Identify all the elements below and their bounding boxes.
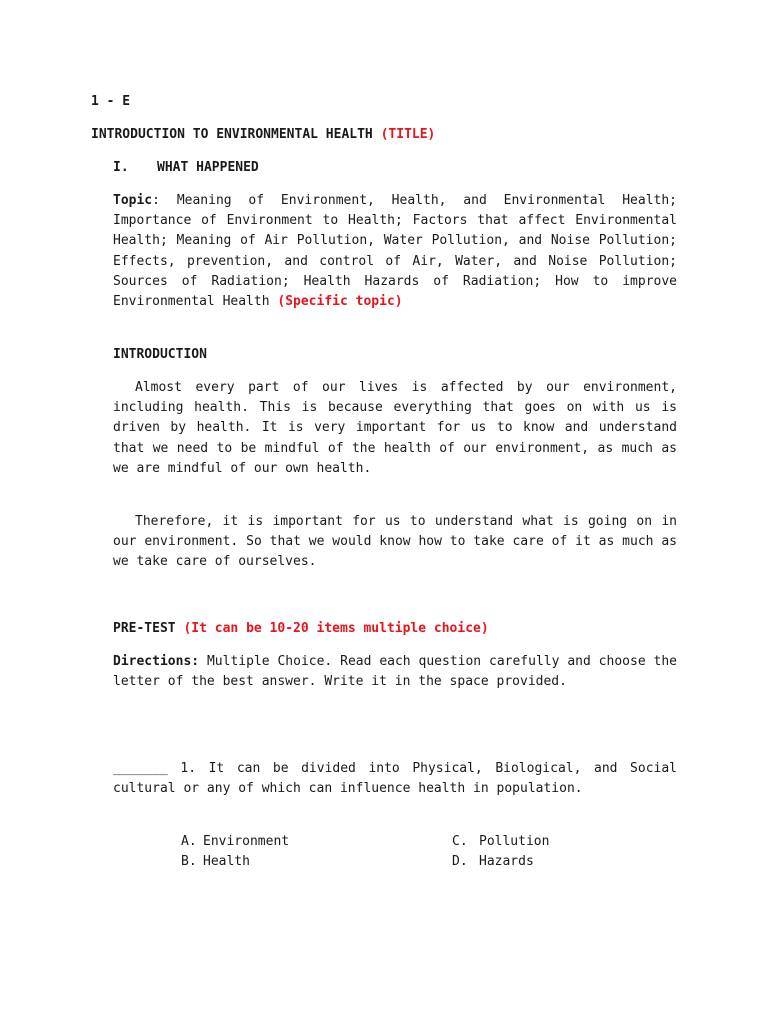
pretest-heading xyxy=(113,619,489,639)
directions-paragraph xyxy=(113,652,677,692)
title-note: (TITLE) xyxy=(380,127,436,142)
module-code: 1 - E xyxy=(91,94,131,109)
section-heading xyxy=(113,158,259,178)
topic-paragraph xyxy=(113,191,677,312)
section-heading-text: WHAT HAPPENED xyxy=(157,160,259,175)
choice-b-text: Health xyxy=(203,854,250,869)
topic-colon: : xyxy=(152,193,160,208)
choice-b-letter: B. xyxy=(181,854,197,869)
choice-c-text: Pollution xyxy=(479,834,550,849)
topic-note: (Specific topic) xyxy=(277,294,403,310)
section-number: I. xyxy=(113,160,129,175)
choice-a xyxy=(181,832,289,852)
choice-d xyxy=(452,852,534,872)
choice-d-text: Hazards xyxy=(479,854,534,869)
intro-paragraph-2: Therefore, it is important for us to understand what is going on in our environment. So that we would know how to take care of it as much as we take care of ourselves. xyxy=(113,514,677,570)
document-title xyxy=(91,125,435,145)
directions-label: Directions: xyxy=(113,654,200,669)
answer-blank[interactable]: _______ xyxy=(113,761,168,776)
choice-a-letter: A. xyxy=(181,834,197,849)
introduction-heading: INTRODUCTION xyxy=(113,347,207,362)
choice-b xyxy=(181,852,250,872)
pretest-heading-text: PRE-TEST xyxy=(113,621,176,636)
choice-c xyxy=(452,832,549,852)
title-text: INTRODUCTION TO ENVIRONMENTAL HEALTH xyxy=(91,127,373,142)
topic-text: Meaning of Environment, Health, and Environmental Health; Importance of Environment to Health; Factors that affect Environmental Health; Meaning of Air Pollution, Water Pollution, and Noise Pollution; Effects, prevention, and control of Air, Water, and Noise Pollution; Sources of Radiation; Health Hazards of Radiation; How to improve Environmental Health xyxy=(113,193,677,310)
pretest-note: (It can be 10-20 items multiple choice) xyxy=(183,621,489,636)
question-1 xyxy=(113,759,677,799)
choice-a-text: Environment xyxy=(203,834,290,849)
intro-paragraph-1: Almost every part of our lives is affected by our environment, including health. This is because everything that goes on with us is driven by health. It is very important for us to know and understand that we need to be mindful of the health of our environment, as much as we are mindful of our own health. xyxy=(113,380,677,476)
choice-c-letter: C. xyxy=(452,834,468,849)
topic-label: Topic xyxy=(113,193,153,208)
choice-d-letter: D. xyxy=(452,854,468,869)
question-1-text: 1. It can be divided into Physical, Biological, and Social cultural or any of which can influence health in population. xyxy=(113,761,678,797)
directions-text: Multiple Choice. Read each question carefully and choose the letter of the best answer. Write it in the space provided. xyxy=(113,654,678,690)
